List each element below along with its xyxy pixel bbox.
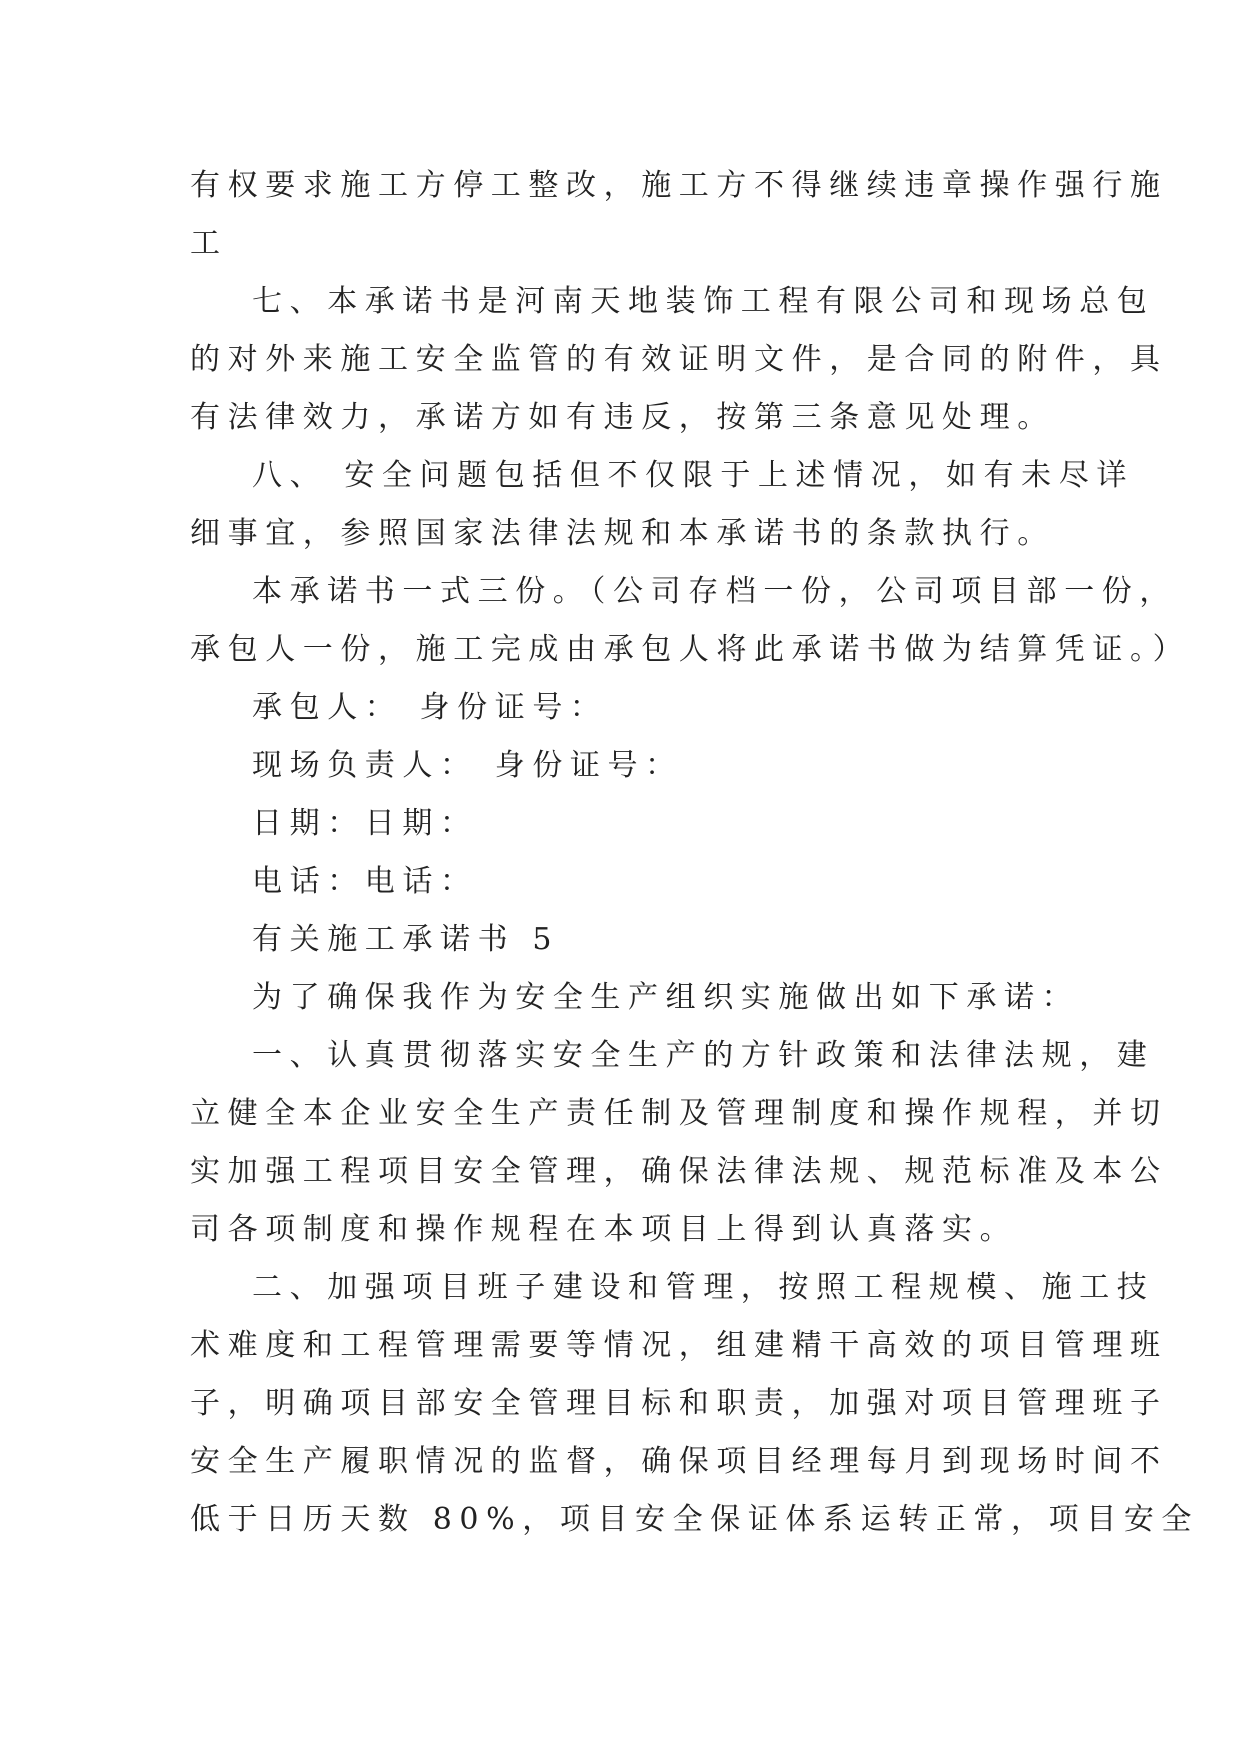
text-line: 细事宜，参照国家法律法规和本承诺书的条款执行。 xyxy=(190,516,1055,551)
intro-line: 为了确保我作为安全生产组织实施做出如下承诺： xyxy=(252,980,1080,1015)
text-line: 有法律效力，承诺方如有违反，按第三条意见处理。 xyxy=(190,400,1055,435)
copies-note-line: 本承诺书一式三份。（公司存档一份，公司项目部一份， xyxy=(252,574,1177,609)
text-line: 子，明确项目部安全管理目标和职责，加强对项目管理班子 xyxy=(190,1386,1168,1421)
text-line: 安全生产履职情况的监督，确保项目经理每月到现场时间不 xyxy=(190,1444,1168,1479)
paragraph-2-line: 二、加强项目班子建设和管理，按照工程规模、施工技 xyxy=(252,1270,1155,1305)
section-title: 有关施工承诺书 5 xyxy=(252,922,560,957)
text-line: 实加强工程项目安全管理，确保法律法规、规范标准及本公 xyxy=(190,1154,1168,1189)
paragraph-1-line: 一、认真贯彻落实安全生产的方针政策和法律法规，建 xyxy=(252,1038,1155,1073)
text-line: 承包人一份，施工完成由承包人将此承诺书做为结算凭证。） xyxy=(190,632,1191,667)
contractor-signature-line: 承包人： 身份证号： xyxy=(252,690,608,725)
paragraph-8-line: 八、 安全问题包括但不仅限于上述情况，如有未尽详 xyxy=(252,458,1134,493)
text-line: 司各项制度和操作规程在本项目上得到认真落实。 xyxy=(190,1212,1018,1247)
text-line: 有权要求施工方停工整改，施工方不得继续违章操作强行施 xyxy=(190,168,1168,203)
text-line: 术难度和工程管理需要等情况，组建精干高效的项目管理班 xyxy=(190,1328,1168,1363)
text-line: 工 xyxy=(190,226,228,261)
paragraph-7-line: 七、本承诺书是河南天地装饰工程有限公司和现场总包 xyxy=(252,284,1155,319)
site-manager-signature-line: 现场负责人： 身份证号： xyxy=(252,748,683,783)
text-line: 立健全本企业安全生产责任制及管理制度和操作规程，并切 xyxy=(190,1096,1168,1131)
text-line: 的对外来施工安全监管的有效证明文件，是合同的附件，具 xyxy=(190,342,1168,377)
phone-line: 电话：电话： xyxy=(252,864,478,899)
date-line: 日期：日期： xyxy=(252,806,478,841)
text-line: 低于日历天数 80%，项目安全保证体系运转正常，项目安全 xyxy=(190,1502,1200,1537)
